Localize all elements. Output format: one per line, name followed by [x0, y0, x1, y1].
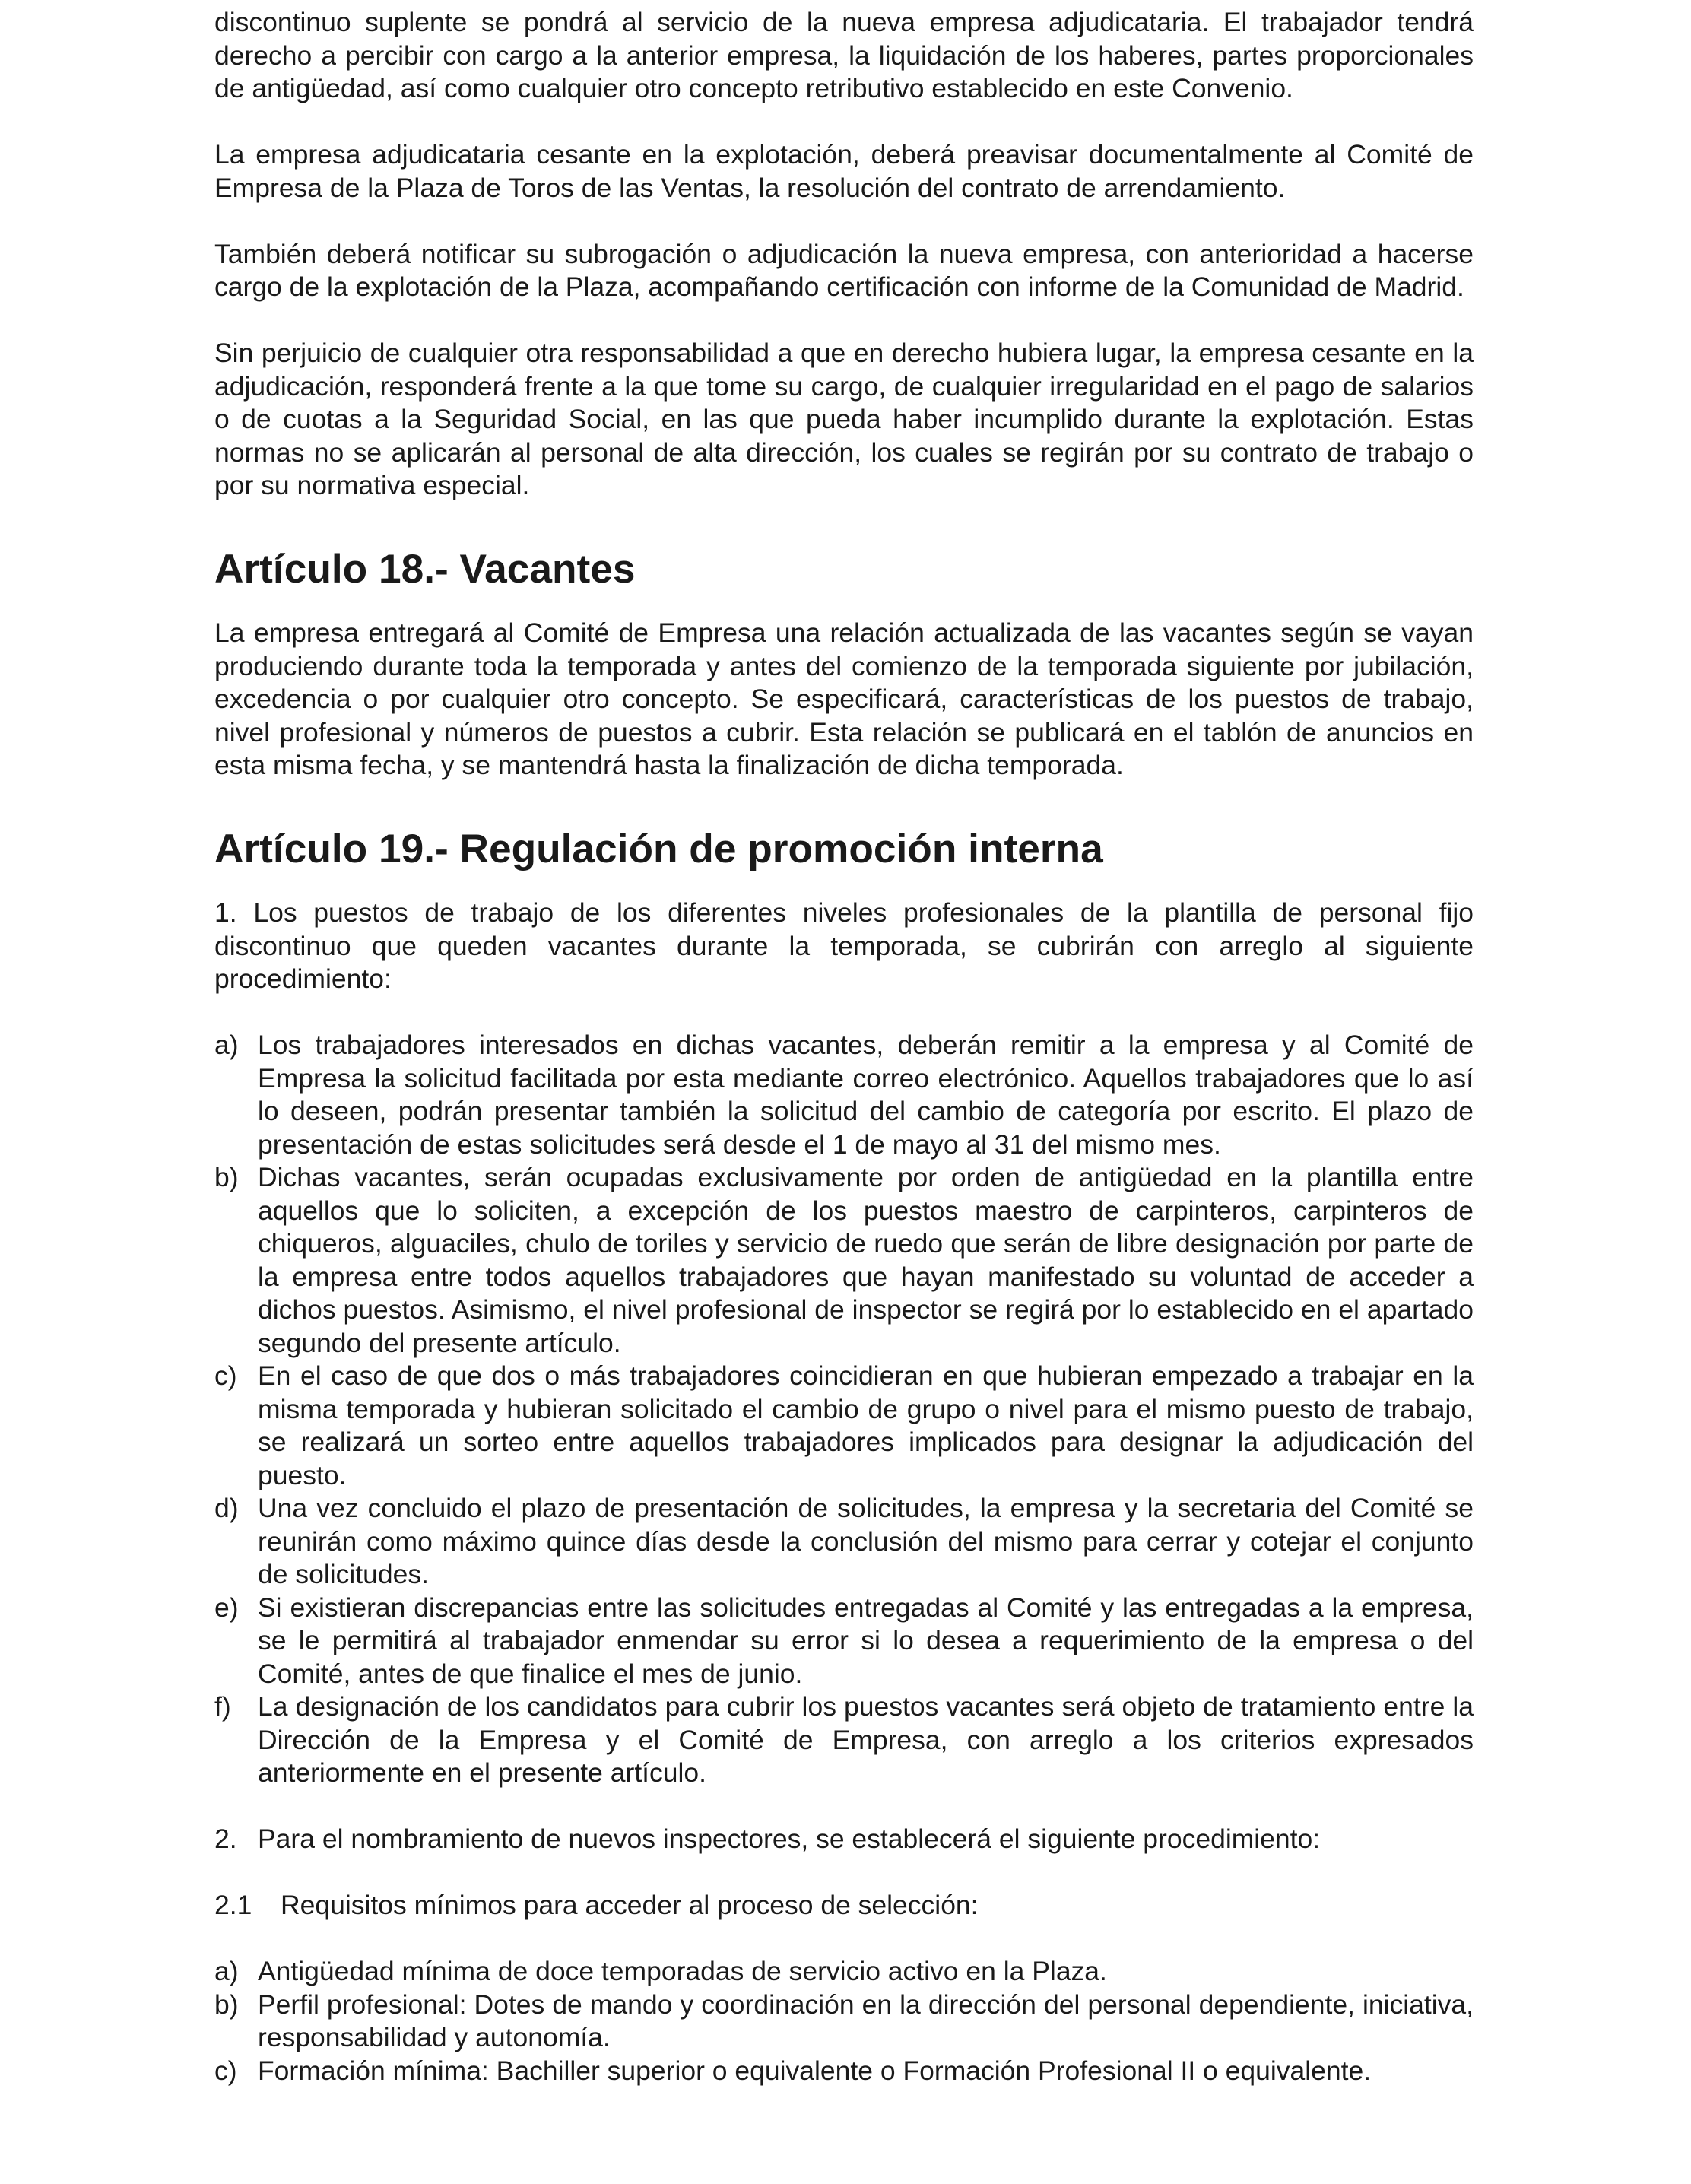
list-item-text: Requisitos mínimos para acceder al proceso de selección:	[281, 1890, 979, 1920]
article-19-point-1: 1. Los puestos de trabajo de los diferentes niveles profesionales de la plantilla de personal fijo discontinuo que queden vacantes durante la temporada, se cubrirán con arreglo al siguiente procedimiento:	[214, 897, 1474, 994]
article-18-body: La empresa entregará al Comité de Empresa una relación actualizada de las vacantes según se vayan produciendo durante toda la temporada y antes del comienzo de la temporada siguiente por jubilación, excedencia o por cualquier otro concepto. Se especificará, características de los puestos de trabajo, nivel profesional y números de puestos a cubrir. Esta relación se publicará en el tablón de anuncios en esta misma fecha, y se mantendrá hasta la finalización de dicha temporada.	[214, 617, 1474, 780]
list-marker: b)	[214, 1989, 239, 2020]
paragraph-notification: También deberá notificar su subrogación o adjudicación la nueva empresa, con anterioridad a hacerse cargo de la explotación de la Plaza, acompañando certificación con informe de la Comunidad de Madrid.	[214, 238, 1474, 302]
list-item	[214, 1989, 1474, 2055]
list-item-text: La designación de los candidatos para cubrir los puestos vacantes será objeto de tratamiento entre la Dirección de la Empresa y el Comité de Empresa, con arreglo a los criterios expresados anteriormente en el presente artículo.	[258, 1691, 1474, 1788]
article-19-point-2-1	[214, 1889, 1474, 1922]
list-item	[214, 2055, 1474, 2088]
list-marker: a)	[214, 1956, 239, 1986]
list-marker: a)	[214, 1030, 239, 1060]
list-item-text: Formación mínima: Bachiller superior o equivalente o Formación Profesional II o equivalente.	[258, 2055, 1372, 2086]
list-item-text: En el caso de que dos o más trabajadores coincidieran en que hubieran empezado a trabajar en la misma temporada y hubieran solicitado el cambio de grupo o nivel para el mismo puesto de trabajo, se realizará un sorteo entre aquellos trabajadores implicados para designar la adjudicación del puesto.	[258, 1360, 1474, 1490]
article-18-title: Artículo 18.- Vacantes	[214, 546, 636, 592]
list-marker: c)	[214, 2055, 237, 2086]
list-item	[214, 1360, 1474, 1492]
paragraph-prior-notice: La empresa adjudicataria cesante en la explotación, deberá preavisar documentalmente al Comité de Empresa de la Plaza de Toros de las Ventas, la resolución del contrato de arrendamiento.	[214, 139, 1474, 203]
vacancy-procedure-list	[214, 1029, 1474, 1790]
list-marker: f)	[214, 1691, 231, 1722]
list-item	[214, 1492, 1474, 1592]
list-item	[214, 1592, 1474, 1691]
list-item-text: Si existieran discrepancias entre las solicitudes entregadas al Comité y las entregadas a la empresa, se le permitirá al trabajador enmendar su error si lo desea a requerimiento de la empresa o del Comité, antes de que finalice el mes de junio.	[258, 1592, 1474, 1689]
list-marker: 2.1	[214, 1890, 252, 1920]
list-item-text: Una vez concluido el plazo de presentación de solicitudes, la empresa y la secretaria del Comité se reunirán como máximo quince días desde la conclusión del mismo para cerrar y cotejar el conjunto de solicitudes.	[258, 1493, 1474, 1589]
list-marker: d)	[214, 1493, 239, 1523]
paragraph-subrogation-rights: discontinuo suplente se pondrá al servicio de la nueva empresa adjudicataria. El trabajador tendrá derecho a percibir con cargo a la anterior empresa, la liquidación de los haberes, partes proporcionales de antigüedad, así como cualquier otro concepto retributivo establecido en este Convenio.	[214, 7, 1474, 103]
list-item	[214, 1889, 1474, 1922]
list-item	[214, 1029, 1474, 1161]
article-19-title: Artículo 19.- Regulación de promoción interna	[214, 826, 1103, 871]
list-item-text: Perfil profesional: Dotes de mando y coordinación en la dirección del personal dependiente, iniciativa, responsabilidad y autonomía.	[258, 1989, 1474, 2052]
list-marker: c)	[214, 1360, 237, 1391]
document-page	[214, 6, 1474, 2121]
list-item-text: Los trabajadores interesados en dichas vacantes, deberán remitir a la empresa y al Comité de Empresa la solicitud facilitada por esta mediante correo electrónico. Aquellos trabajadores que lo así lo deseen, podrán presentar también la solicitud del cambio de categoría por escrito. El plazo de presentación de estas solicitudes será desde el 1 de mayo al 31 del mismo mes.	[258, 1030, 1474, 1160]
list-marker: e)	[214, 1592, 239, 1623]
list-item	[214, 1823, 1474, 1856]
list-item-text: Antigüedad mínima de doce temporadas de servicio activo en la Plaza.	[258, 1956, 1107, 1986]
list-item	[214, 1690, 1474, 1790]
list-item-text: Para el nombramiento de nuevos inspectores, se establecerá el siguiente procedimiento:	[258, 1824, 1321, 1854]
list-item	[214, 1161, 1474, 1360]
list-marker: 2.	[214, 1824, 237, 1854]
inspector-requirements-list	[214, 1955, 1474, 2087]
list-item-text: Dichas vacantes, serán ocupadas exclusivamente por orden de antigüedad en la plantilla entre aquellos que lo soliciten, a excepción de los puestos maestro de carpinteros, carpinteros de chiqueros, alguaciles, chulo de toriles y servicio de ruedo que serán de libre designación por parte de la empresa entre todos aquellos trabajadores que hayan manifestado su voluntad de acceder a dichos puestos. Asimismo, el nivel profesional de inspector se regirá por lo establecido en el apartado segundo del presente artículo.	[258, 1162, 1474, 1358]
paragraph-liability: Sin perjuicio de cualquier otra responsabilidad a que en derecho hubiera lugar, la empresa cesante en la adjudicación, responderá frente a la que tome su cargo, de cualquier irregularidad en el pago de salarios o de cuotas a la Seguridad Social, en las que pueda haber incumplido durante la explotación. Estas normas no se aplicarán al personal de alta dirección, los cuales se regirán por su contrato de trabajo o por su normativa especial.	[214, 338, 1474, 500]
list-marker: b)	[214, 1162, 239, 1192]
article-19-point-2	[214, 1823, 1474, 1856]
list-item	[214, 1955, 1474, 1989]
